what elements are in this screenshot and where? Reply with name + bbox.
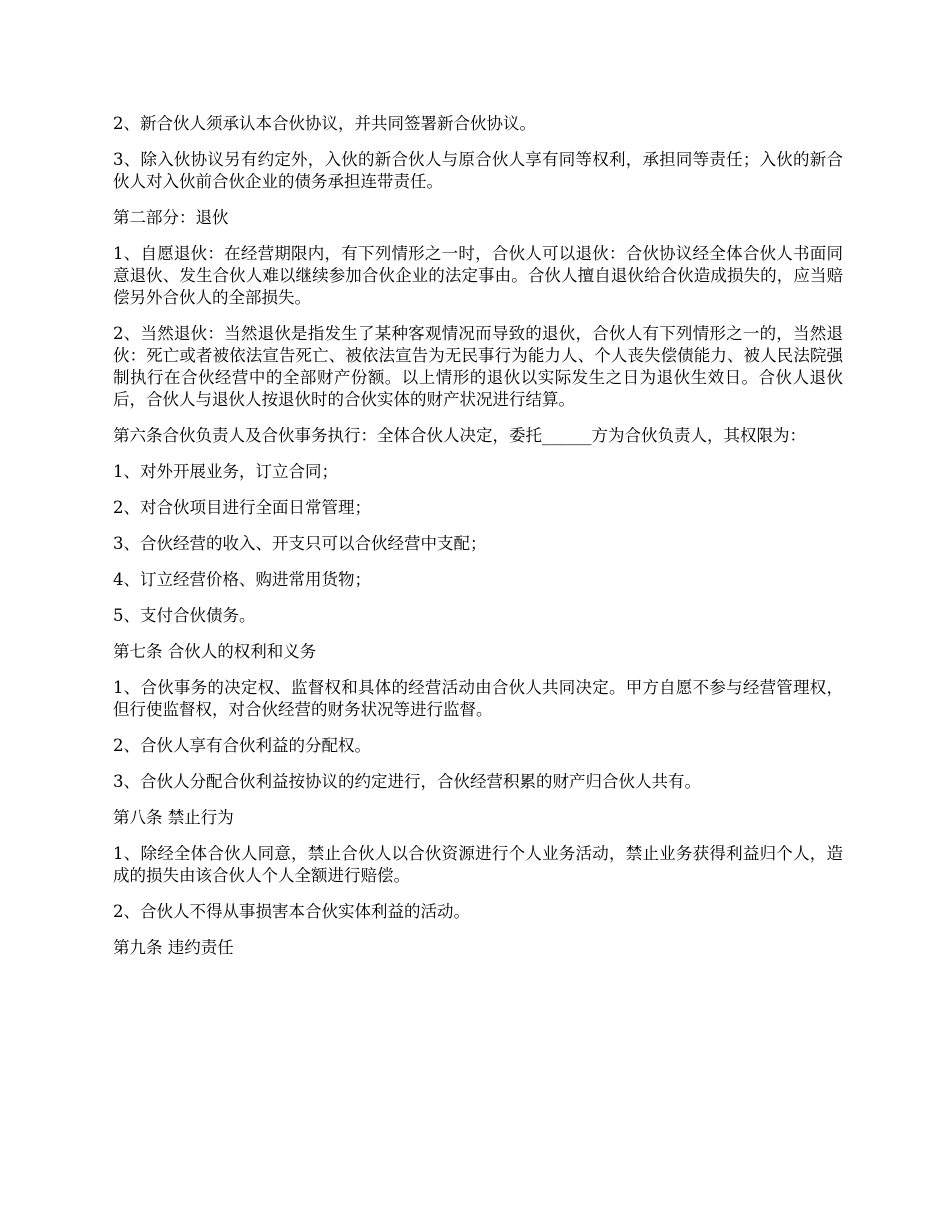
paragraph-voluntary-withdrawal: 1、自愿退伙：在经营期限内，有下列情形之一时，合伙人可以退伙：合伙协议经全体合伙人书面同意退伙、发生合伙人难以继续参加合伙企业的法定事由。合伙人擅自退伙给合伙造成损失的，应当赔偿另外合伙人的全部损失。 [113, 244, 843, 307]
list-item-pricing-purchasing: 4、订立经营价格、购进常用货物； [113, 570, 371, 589]
paragraph-prohibited-business: 1、除经全体合伙人同意，禁止合伙人以合伙资源进行个人业务活动，禁止业务获得利益归个人，造成的损失由该合伙人个人全额进行赔偿。 [113, 844, 843, 885]
list-item-external-business: 1、对外开展业务，订立合同； [113, 462, 338, 481]
paragraph-distribution-rights: 2、合伙人享有合伙利益的分配权。 [113, 736, 371, 755]
article-8-heading: 第八条 禁止行为 [113, 808, 234, 827]
paragraph-new-partner-sign: 2、新合伙人须承认本合伙协议，并共同签署新合伙协议。 [113, 114, 536, 133]
list-item-daily-management: 2、对合伙项目进行全面日常管理； [113, 498, 371, 517]
paragraph-profit-distribution: 3、合伙人分配合伙利益按协议的约定进行，合伙经营积累的财产归合伙人共有。 [113, 772, 701, 791]
document-body [113, 113, 843, 973]
paragraph-decision-rights: 1、合伙事务的决定权、监督权和具体的经营活动由合伙人共同决定。甲方自愿不参与经营管理权，但行使监督权，对合伙经营的财务状况等进行监督。 [113, 678, 843, 719]
list-item-income-expense: 3、合伙经营的收入、开支只可以合伙经营中支配； [113, 534, 487, 553]
article-9-heading: 第九条 违约责任 [113, 938, 234, 957]
section-heading-withdrawal: 第二部分：退伙 [113, 208, 229, 227]
article-7-heading: 第七条 合伙人的权利和义务 [113, 642, 317, 661]
paragraph-automatic-withdrawal: 2、当然退伙：当然退伙是指发生了某种客观情况而导致的退伙，合伙人有下列情形之一的，当然退伙：死亡或者被依法宣告死亡、被依法宣告为无民事行为能力人、个人丧失偿债能力、被人民法院强制执行在合伙经营中的全部财产份额。以上情形的退伙以实际发生之日为退伙生效日。合伙人退伙后，合伙人与退伙人按退伙时的合伙实体的财产状况进行结算。 [113, 324, 843, 409]
list-item-pay-debts: 5、支付合伙债务。 [113, 606, 256, 625]
paragraph-new-partner-rights: 3、除入伙协议另有约定外，入伙的新合伙人与原合伙人享有同等权利，承担同等责任；入伙的新合伙人对入伙前合伙企业的债务承担连带责任。 [113, 150, 843, 191]
paragraph-no-harm: 2、合伙人不得从事损害本合伙实体利益的活动。 [113, 902, 470, 921]
article-6-heading: 第六条合伙负责人及合伙事务执行：全体合伙人决定，委托______方为合伙负责人，其权限为： [113, 426, 806, 445]
